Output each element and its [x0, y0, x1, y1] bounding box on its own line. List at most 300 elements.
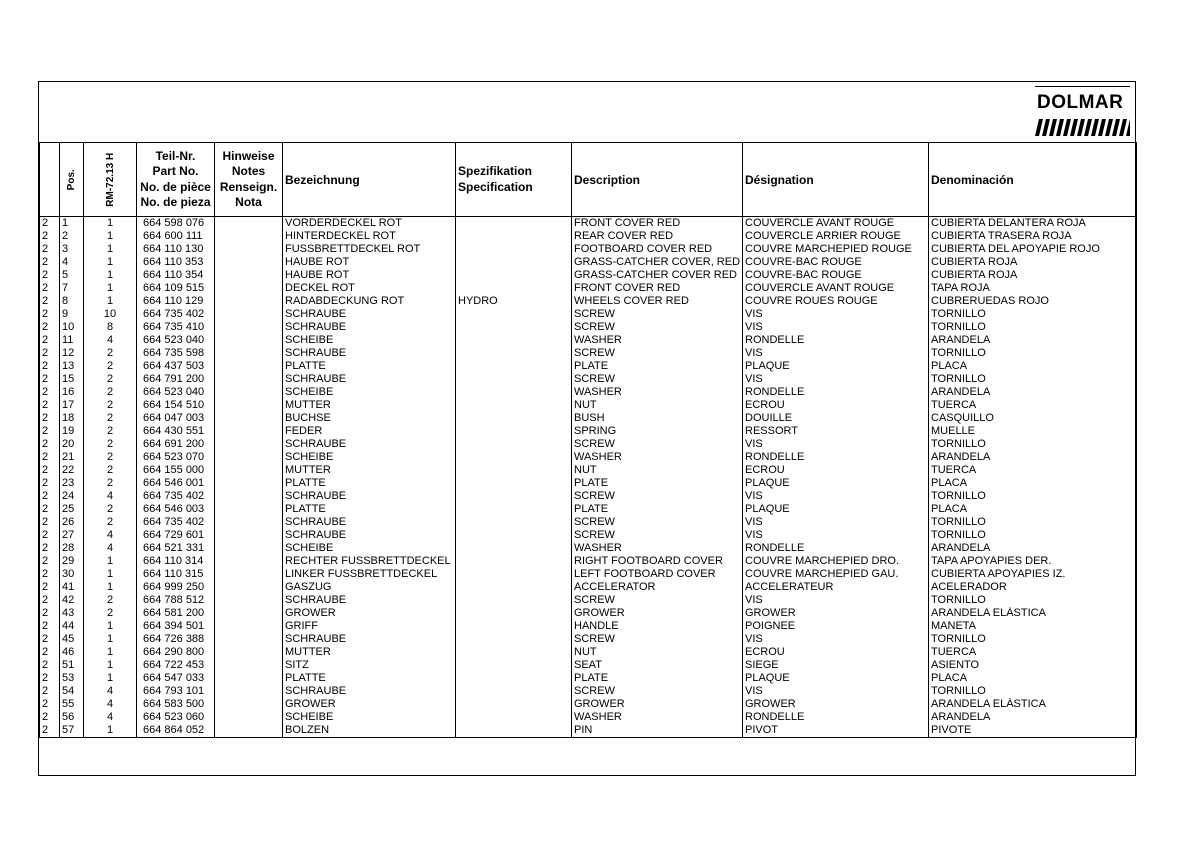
- cell-description: SCREW: [572, 347, 743, 360]
- col-header-model: RM-72.13 H: [84, 143, 137, 217]
- cell-pos: 30: [60, 568, 84, 581]
- cell-notes: [215, 685, 283, 698]
- cell-bezeichnung: SCHRAUBE: [283, 373, 456, 386]
- cell-notes: [215, 503, 283, 516]
- cell-page: 2: [40, 256, 60, 269]
- cell-pos: 4: [60, 256, 84, 269]
- cell-page: 2: [40, 438, 60, 451]
- col-header-description: Description: [572, 143, 743, 217]
- cell-notes: [215, 217, 283, 231]
- table-row: [40, 412, 1137, 425]
- cell-pos: 5: [60, 269, 84, 282]
- cell-denominacion: ACELERADOR: [929, 581, 1137, 594]
- cell-designation: COUVERCLE AVANT ROUGE: [743, 217, 929, 231]
- cell-denominacion: TORNILLO: [929, 490, 1137, 503]
- cell-denominacion: TUERCA: [929, 464, 1137, 477]
- cell-qty: 2: [84, 607, 137, 620]
- logo-rule: [1035, 86, 1130, 87]
- cell-bezeichnung: VORDERDECKEL ROT: [283, 217, 456, 231]
- cell-qty: 10: [84, 308, 137, 321]
- cell-notes: [215, 555, 283, 568]
- cell-notes: [215, 698, 283, 711]
- cell-notes: [215, 542, 283, 555]
- cell-notes: [215, 568, 283, 581]
- cell-denominacion: CUBIERTA DEL APOYAPIE ROJO: [929, 243, 1137, 256]
- cell-designation: COUVRE MARCHEPIED DRO.: [743, 555, 929, 568]
- cell-spezifikation: [456, 620, 572, 633]
- cell-page: 2: [40, 724, 60, 738]
- cell-description: SCREW: [572, 633, 743, 646]
- cell-pos: 24: [60, 490, 84, 503]
- table-row: [40, 386, 1137, 399]
- cell-denominacion: PLACA: [929, 360, 1137, 373]
- cell-pos: 55: [60, 698, 84, 711]
- cell-page: 2: [40, 594, 60, 607]
- cell-bezeichnung: PLATTE: [283, 360, 456, 373]
- table-row: [40, 256, 1137, 269]
- cell-page: 2: [40, 698, 60, 711]
- cell-designation: VIS: [743, 438, 929, 451]
- cell-description: SCREW: [572, 529, 743, 542]
- cell-pos: 41: [60, 581, 84, 594]
- cell-description: GRASS-CATCHER COVER RED: [572, 269, 743, 282]
- cell-pos: 18: [60, 412, 84, 425]
- cell-description: WASHER: [572, 542, 743, 555]
- col-header-pos: Pos.: [60, 143, 84, 217]
- cell-description: WHEELS COVER RED: [572, 295, 743, 308]
- cell-bezeichnung: HINTERDECKEL ROT: [283, 230, 456, 243]
- cell-designation: ECROU: [743, 464, 929, 477]
- cell-notes: [215, 607, 283, 620]
- cell-description: RIGHT FOOTBOARD COVER: [572, 555, 743, 568]
- cell-part-no: 664 722 453: [137, 659, 215, 672]
- cell-denominacion: CASQUILLO: [929, 412, 1137, 425]
- cell-pos: 9: [60, 308, 84, 321]
- cell-page: 2: [40, 633, 60, 646]
- cell-spezifikation: [456, 633, 572, 646]
- table-row: [40, 373, 1137, 386]
- cell-designation: RONDELLE: [743, 386, 929, 399]
- cell-pos: 53: [60, 672, 84, 685]
- table-row: [40, 542, 1137, 555]
- cell-spezifikation: [456, 269, 572, 282]
- cell-qty: 1: [84, 555, 137, 568]
- cell-denominacion: MUELLE: [929, 425, 1137, 438]
- table-row: [40, 490, 1137, 503]
- cell-part-no: 664 793 101: [137, 685, 215, 698]
- cell-qty: 2: [84, 373, 137, 386]
- cell-part-no: 664 735 402: [137, 308, 215, 321]
- cell-description: NUT: [572, 646, 743, 659]
- cell-designation: PLAQUE: [743, 672, 929, 685]
- cell-part-no: 664 110 353: [137, 256, 215, 269]
- cell-denominacion: CUBIERTA TRASERA ROJA: [929, 230, 1137, 243]
- cell-bezeichnung: SCHRAUBE: [283, 490, 456, 503]
- cell-page: 2: [40, 412, 60, 425]
- table-row: [40, 503, 1137, 516]
- table-row: [40, 438, 1137, 451]
- cell-description: SCREW: [572, 516, 743, 529]
- cell-notes: [215, 386, 283, 399]
- cell-bezeichnung: BUCHSE: [283, 412, 456, 425]
- cell-designation: VIS: [743, 633, 929, 646]
- cell-pos: 29: [60, 555, 84, 568]
- cell-notes: [215, 295, 283, 308]
- cell-part-no: 664 546 003: [137, 503, 215, 516]
- cell-description: PLATE: [572, 477, 743, 490]
- cell-notes: [215, 308, 283, 321]
- cell-spezifikation: [456, 490, 572, 503]
- cell-page: 2: [40, 516, 60, 529]
- cell-qty: 1: [84, 633, 137, 646]
- cell-spezifikation: [456, 464, 572, 477]
- parts-table: [39, 142, 1137, 738]
- cell-bezeichnung: SCHEIBE: [283, 711, 456, 724]
- cell-qty: 2: [84, 412, 137, 425]
- cell-part-no: 664 791 200: [137, 373, 215, 386]
- cell-notes: [215, 373, 283, 386]
- cell-spezifikation: [456, 243, 572, 256]
- table-row: [40, 516, 1137, 529]
- table-row: [40, 698, 1137, 711]
- brand-logo: DOLMAR: [1037, 92, 1124, 113]
- table-row: [40, 360, 1137, 373]
- cell-page: 2: [40, 529, 60, 542]
- cell-bezeichnung: PLATTE: [283, 503, 456, 516]
- table-row: [40, 581, 1137, 594]
- cell-description: FRONT COVER RED: [572, 282, 743, 295]
- cell-bezeichnung: MUTTER: [283, 399, 456, 412]
- cell-part-no: 664 430 551: [137, 425, 215, 438]
- cell-qty: 4: [84, 685, 137, 698]
- table-row: [40, 633, 1137, 646]
- cell-qty: 1: [84, 230, 137, 243]
- cell-spezifikation: [456, 672, 572, 685]
- cell-denominacion: MANETA: [929, 620, 1137, 633]
- cell-description: SPRING: [572, 425, 743, 438]
- cell-part-no: 664 735 402: [137, 516, 215, 529]
- cell-part-no: 664 523 040: [137, 386, 215, 399]
- cell-part-no: 664 546 001: [137, 477, 215, 490]
- cell-bezeichnung: LINKER FUSSBRETTDECKEL: [283, 568, 456, 581]
- cell-spezifikation: [456, 685, 572, 698]
- cell-pos: 15: [60, 373, 84, 386]
- cell-designation: SIEGE: [743, 659, 929, 672]
- cell-pos: 57: [60, 724, 84, 738]
- cell-part-no: 664 521 331: [137, 542, 215, 555]
- cell-page: 2: [40, 295, 60, 308]
- cell-qty: 1: [84, 672, 137, 685]
- table-row: [40, 399, 1137, 412]
- cell-description: WASHER: [572, 711, 743, 724]
- cell-pos: 44: [60, 620, 84, 633]
- cell-qty: 2: [84, 360, 137, 373]
- cell-part-no: 664 726 388: [137, 633, 215, 646]
- cell-notes: [215, 451, 283, 464]
- cell-description: SCREW: [572, 490, 743, 503]
- cell-bezeichnung: RADABDECKUNG ROT: [283, 295, 456, 308]
- cell-part-no: 664 047 003: [137, 412, 215, 425]
- cell-part-no: 664 110 314: [137, 555, 215, 568]
- cell-denominacion: ARANDELA: [929, 542, 1137, 555]
- table-row: [40, 308, 1137, 321]
- table-row: [40, 724, 1137, 738]
- cell-notes: [215, 412, 283, 425]
- cell-denominacion: ARANDELA: [929, 386, 1137, 399]
- cell-denominacion: TORNILLO: [929, 685, 1137, 698]
- cell-description: GRASS-CATCHER COVER, RED: [572, 256, 743, 269]
- cell-part-no: 664 691 200: [137, 438, 215, 451]
- cell-designation: RONDELLE: [743, 334, 929, 347]
- cell-page: 2: [40, 607, 60, 620]
- cell-spezifikation: [456, 321, 572, 334]
- cell-designation: RONDELLE: [743, 542, 929, 555]
- cell-designation: PIVOT: [743, 724, 929, 738]
- cell-page: 2: [40, 282, 60, 295]
- cell-notes: [215, 334, 283, 347]
- cell-spezifikation: HYDRO: [456, 295, 572, 308]
- cell-denominacion: PIVOTE: [929, 724, 1137, 738]
- cell-qty: 1: [84, 295, 137, 308]
- cell-notes: [215, 230, 283, 243]
- cell-spezifikation: [456, 217, 572, 231]
- cell-spezifikation: [456, 386, 572, 399]
- cell-pos: 43: [60, 607, 84, 620]
- table-row: [40, 568, 1137, 581]
- cell-denominacion: TORNILLO: [929, 438, 1137, 451]
- cell-denominacion: PLACA: [929, 672, 1137, 685]
- cell-bezeichnung: SCHEIBE: [283, 386, 456, 399]
- cell-designation: RONDELLE: [743, 451, 929, 464]
- cell-designation: VIS: [743, 490, 929, 503]
- col-header-spezifikation: Spezifikation Specification: [456, 143, 572, 217]
- cell-pos: 17: [60, 399, 84, 412]
- cell-bezeichnung: SCHEIBE: [283, 542, 456, 555]
- cell-bezeichnung: BOLZEN: [283, 724, 456, 738]
- cell-denominacion: TORNILLO: [929, 594, 1137, 607]
- cell-notes: [215, 659, 283, 672]
- cell-notes: [215, 711, 283, 724]
- cell-description: PLATE: [572, 672, 743, 685]
- cell-description: PLATE: [572, 503, 743, 516]
- cell-qty: 4: [84, 698, 137, 711]
- cell-bezeichnung: SCHRAUBE: [283, 633, 456, 646]
- cell-pos: 13: [60, 360, 84, 373]
- cell-pos: 42: [60, 594, 84, 607]
- cell-pos: 23: [60, 477, 84, 490]
- cell-description: SCREW: [572, 685, 743, 698]
- cell-spezifikation: [456, 529, 572, 542]
- cell-denominacion: TORNILLO: [929, 373, 1137, 386]
- cell-denominacion: TORNILLO: [929, 321, 1137, 334]
- cell-designation: PLAQUE: [743, 503, 929, 516]
- cell-page: 2: [40, 425, 60, 438]
- table-row: [40, 620, 1137, 633]
- table-row: [40, 477, 1137, 490]
- cell-bezeichnung: RECHTER FUSSBRETTDECKEL: [283, 555, 456, 568]
- cell-page: 2: [40, 243, 60, 256]
- table-row: [40, 282, 1137, 295]
- cell-qty: 2: [84, 503, 137, 516]
- table-row: [40, 321, 1137, 334]
- cell-spezifikation: [456, 503, 572, 516]
- cell-description: PLATE: [572, 360, 743, 373]
- cell-spezifikation: [456, 711, 572, 724]
- cell-spezifikation: [456, 659, 572, 672]
- cell-part-no: 664 729 601: [137, 529, 215, 542]
- cell-denominacion: TUERCA: [929, 646, 1137, 659]
- cell-notes: [215, 282, 283, 295]
- cell-designation: COUVRE-BAC ROUGE: [743, 269, 929, 282]
- cell-notes: [215, 646, 283, 659]
- cell-page: 2: [40, 347, 60, 360]
- table-row: [40, 334, 1137, 347]
- cell-part-no: 664 735 598: [137, 347, 215, 360]
- cell-pos: 51: [60, 659, 84, 672]
- cell-bezeichnung: SCHRAUBE: [283, 347, 456, 360]
- table-row: [40, 464, 1137, 477]
- cell-designation: RESSORT: [743, 425, 929, 438]
- cell-pos: 46: [60, 646, 84, 659]
- cell-bezeichnung: SCHRAUBE: [283, 308, 456, 321]
- cell-bezeichnung: FUSSBRETTDECKEL ROT: [283, 243, 456, 256]
- cell-description: HANDLE: [572, 620, 743, 633]
- cell-spezifikation: [456, 399, 572, 412]
- cell-page: 2: [40, 230, 60, 243]
- cell-qty: 1: [84, 620, 137, 633]
- cell-page: 2: [40, 373, 60, 386]
- cell-qty: 4: [84, 334, 137, 347]
- cell-qty: 1: [84, 282, 137, 295]
- col-header-denominacion: Denominación: [929, 143, 1137, 217]
- cell-description: SCREW: [572, 373, 743, 386]
- cell-page: 2: [40, 555, 60, 568]
- cell-notes: [215, 477, 283, 490]
- cell-denominacion: ARANDELA ELÁSTICA: [929, 698, 1137, 711]
- cell-denominacion: TORNILLO: [929, 308, 1137, 321]
- col-header-designation: Désignation: [743, 143, 929, 217]
- cell-notes: [215, 243, 283, 256]
- table-row: [40, 230, 1137, 243]
- cell-qty: 2: [84, 451, 137, 464]
- cell-designation: VIS: [743, 373, 929, 386]
- cell-bezeichnung: MUTTER: [283, 646, 456, 659]
- cell-notes: [215, 529, 283, 542]
- cell-spezifikation: [456, 347, 572, 360]
- cell-denominacion: CUBRERUEDAS ROJO: [929, 295, 1137, 308]
- cell-spezifikation: [456, 334, 572, 347]
- cell-pos: 1: [60, 217, 84, 231]
- cell-page: 2: [40, 581, 60, 594]
- cell-pos: 22: [60, 464, 84, 477]
- cell-qty: 1: [84, 269, 137, 282]
- cell-notes: [215, 360, 283, 373]
- cell-spezifikation: [456, 308, 572, 321]
- cell-pos: 21: [60, 451, 84, 464]
- cell-denominacion: TORNILLO: [929, 529, 1137, 542]
- cell-page: 2: [40, 386, 60, 399]
- cell-denominacion: TUERCA: [929, 399, 1137, 412]
- cell-spezifikation: [456, 581, 572, 594]
- cell-pos: 16: [60, 386, 84, 399]
- table-row: [40, 659, 1137, 672]
- cell-page: 2: [40, 464, 60, 477]
- cell-description: ACCELERATOR: [572, 581, 743, 594]
- cell-notes: [215, 256, 283, 269]
- cell-description: FOOTBOARD COVER RED: [572, 243, 743, 256]
- cell-pos: 56: [60, 711, 84, 724]
- cell-designation: ECROU: [743, 399, 929, 412]
- cell-page: 2: [40, 620, 60, 633]
- cell-part-no: 664 110 130: [137, 243, 215, 256]
- cell-pos: 3: [60, 243, 84, 256]
- cell-part-no: 664 110 129: [137, 295, 215, 308]
- cell-pos: 19: [60, 425, 84, 438]
- table-row: [40, 451, 1137, 464]
- cell-notes: [215, 672, 283, 685]
- cell-part-no: 664 583 500: [137, 698, 215, 711]
- cell-denominacion: CUBIERTA DELANTERA ROJA: [929, 217, 1137, 231]
- cell-qty: 2: [84, 425, 137, 438]
- cell-part-no: 664 788 512: [137, 594, 215, 607]
- cell-part-no: 664 110 315: [137, 568, 215, 581]
- cell-denominacion: TORNILLO: [929, 633, 1137, 646]
- table-row: [40, 685, 1137, 698]
- cell-spezifikation: [456, 568, 572, 581]
- cell-page: 2: [40, 568, 60, 581]
- cell-qty: 1: [84, 256, 137, 269]
- cell-page: 2: [40, 477, 60, 490]
- cell-description: SCREW: [572, 438, 743, 451]
- cell-part-no: 664 394 501: [137, 620, 215, 633]
- cell-qty: 8: [84, 321, 137, 334]
- cell-denominacion: ARANDELA ELÁSTICA: [929, 607, 1137, 620]
- cell-part-no: 664 437 503: [137, 360, 215, 373]
- cell-page: 2: [40, 360, 60, 373]
- cell-spezifikation: [456, 646, 572, 659]
- cell-bezeichnung: SCHRAUBE: [283, 438, 456, 451]
- cell-spezifikation: [456, 451, 572, 464]
- cell-qty: 4: [84, 711, 137, 724]
- cell-page: 2: [40, 503, 60, 516]
- cell-part-no: 664 523 060: [137, 711, 215, 724]
- cell-denominacion: TAPA APOYAPIES DER.: [929, 555, 1137, 568]
- table-row: [40, 217, 1137, 231]
- cell-notes: [215, 321, 283, 334]
- cell-pos: 45: [60, 633, 84, 646]
- cell-bezeichnung: GASZUG: [283, 581, 456, 594]
- cell-denominacion: ARANDELA: [929, 711, 1137, 724]
- cell-part-no: 664 598 076: [137, 217, 215, 231]
- cell-pos: 11: [60, 334, 84, 347]
- cell-part-no: 664 109 515: [137, 282, 215, 295]
- cell-page: 2: [40, 646, 60, 659]
- cell-qty: 4: [84, 529, 137, 542]
- cell-bezeichnung: GROWER: [283, 698, 456, 711]
- cell-spezifikation: [456, 230, 572, 243]
- parts-table-body: [40, 217, 1137, 738]
- cell-denominacion: PLACA: [929, 503, 1137, 516]
- cell-pos: 26: [60, 516, 84, 529]
- cell-notes: [215, 425, 283, 438]
- cell-bezeichnung: SCHRAUBE: [283, 685, 456, 698]
- cell-page: 2: [40, 672, 60, 685]
- cell-denominacion: ARANDELA: [929, 334, 1137, 347]
- cell-page: 2: [40, 451, 60, 464]
- cell-notes: [215, 620, 283, 633]
- cell-qty: 2: [84, 438, 137, 451]
- cell-spezifikation: [456, 724, 572, 738]
